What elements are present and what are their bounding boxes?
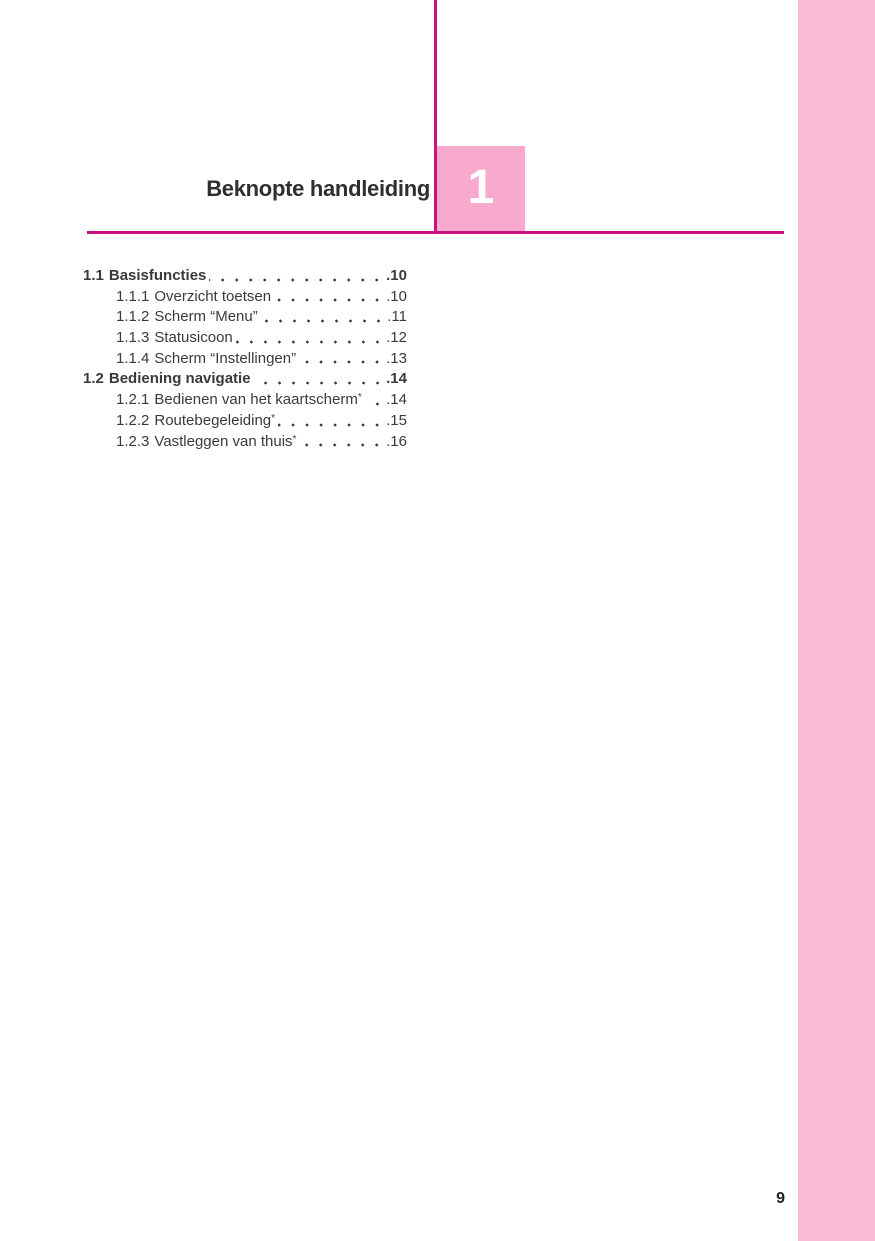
toc-entry-asterisk: * (292, 433, 297, 445)
toc-entry (83, 390, 407, 411)
table-of-contents (83, 266, 407, 452)
toc-entry-page: .11 (387, 308, 407, 326)
toc-entry-page: .16 (386, 432, 407, 450)
toc-entry-number: 1.1.1 (116, 287, 150, 305)
toc-entry-title: Scherm “Menu” (154, 308, 258, 326)
toc-entry-title: Scherm “Instellingen” (154, 349, 297, 367)
toc-entry-page: .10 (386, 287, 407, 305)
chapter-number-box (437, 146, 525, 231)
toc-dot-leader (365, 390, 386, 411)
toc-entry-title: Bedienen van het kaartscherm (154, 391, 358, 409)
toc-entry-page: .15 (386, 411, 407, 429)
toc-entry-number: 1.2.1 (116, 391, 150, 409)
toc-dot-leader (236, 328, 386, 349)
toc-entry-page: .12 (386, 329, 407, 347)
toc-entry-page: .14 (386, 391, 407, 409)
toc-entry (83, 432, 407, 453)
toc-entry-title: Routebegeleiding (154, 411, 272, 429)
toc-entry (83, 369, 407, 390)
toc-entry-page: .10 (386, 267, 407, 284)
toc-dot-leader (299, 432, 386, 453)
toc-entry-title: Statusicoon (154, 329, 233, 347)
toc-entry-page: .14 (386, 370, 407, 388)
toc-entry-title: Basisfuncties (108, 267, 207, 284)
toc-entry-number: 1.1.4 (116, 349, 150, 367)
toc-entry-number: 1.1.3 (116, 329, 150, 347)
toc-entry-title: Vastleggen van thuis (154, 432, 293, 450)
toc-entry-asterisk: * (357, 392, 362, 404)
page-title: Beknopte handleiding (206, 176, 430, 201)
toc-dot-leader (261, 307, 388, 328)
toc-dot-leader (299, 349, 386, 370)
toc-entry-number: 1.1 (83, 267, 104, 284)
toc-entry (83, 328, 407, 349)
toc-entry (83, 266, 407, 287)
page-edge-band (798, 0, 875, 1241)
toc-dot-leader (209, 266, 386, 287)
chapter-number: 1 (467, 160, 495, 214)
toc-entry (83, 287, 407, 308)
toc-entry (83, 349, 407, 370)
footer-page-number: 9 (776, 1190, 785, 1207)
toc-entry (83, 411, 407, 432)
toc-entry-title: Overzicht toetsen (154, 287, 272, 305)
toc-dot-leader (274, 287, 386, 308)
toc-entry-title: Bediening navigatie (108, 370, 251, 388)
toc-entry-number: 1.2.3 (116, 432, 150, 450)
toc-entry-number: 1.2 (83, 370, 104, 388)
toc-entry-asterisk: * (271, 412, 276, 424)
toc-entry (83, 307, 407, 328)
toc-entry-number: 1.2.2 (116, 411, 150, 429)
toc-dot-leader (254, 369, 387, 390)
toc-entry-page: .13 (386, 349, 407, 367)
toc-entry-number: 1.1.2 (116, 308, 150, 326)
header-horizontal-rule (87, 231, 784, 234)
toc-dot-leader (278, 411, 386, 432)
